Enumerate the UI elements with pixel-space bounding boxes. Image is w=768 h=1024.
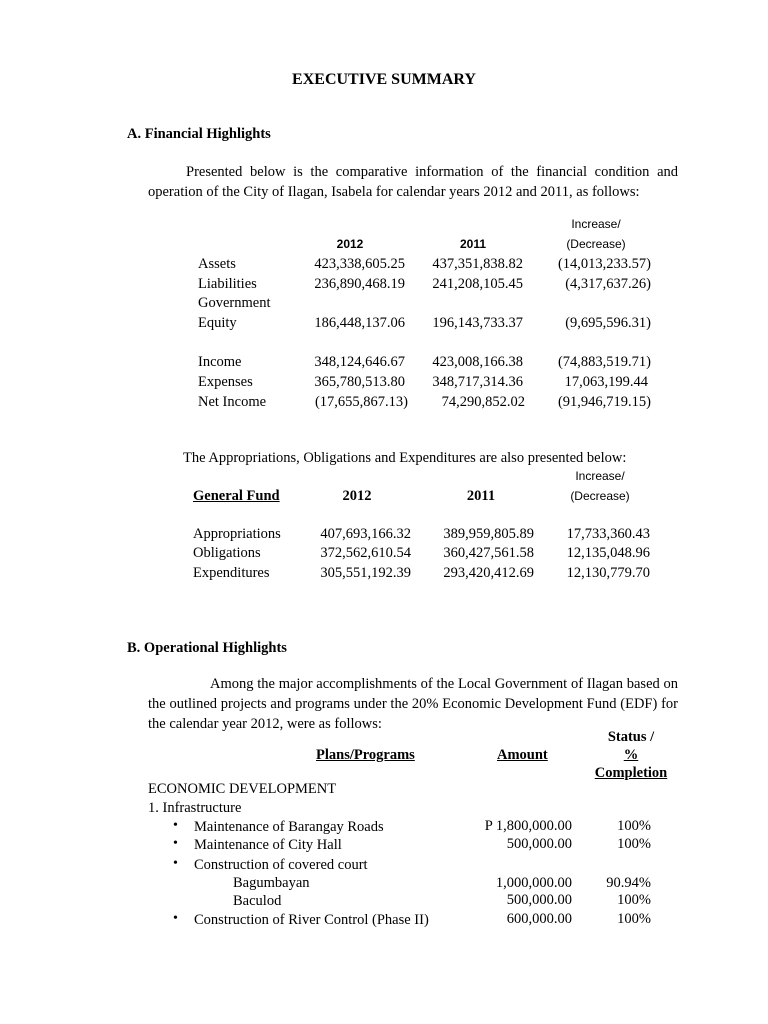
row-label-net-income: Net Income [198, 394, 267, 410]
item-amount: P 1,800,000.00 [484, 818, 572, 834]
gf-col-2012-header: 2012 [342, 488, 372, 504]
row-liabilities-2012: 236,890,468.19 [314, 276, 405, 292]
row-label-income: Income [198, 354, 242, 370]
row-liabilities-2011: 241,208,105.45 [432, 276, 523, 292]
item-status: 100% [617, 911, 651, 927]
item-status: 100% [617, 892, 651, 908]
gf-row-expenditures-2012: 305,551,192.39 [320, 565, 411, 581]
row-equity-2011: 196,143,733.37 [432, 315, 523, 331]
gf-row-obligations-2011: 360,427,561.58 [443, 545, 534, 561]
item-label: Maintenance of City Hall [194, 837, 342, 853]
row-income-2012: 348,124,646.67 [314, 354, 405, 370]
gf-col-2011-header: 2011 [466, 488, 496, 504]
col-status-line3: Completion [594, 765, 668, 781]
general-fund-heading: General Fund [193, 488, 280, 504]
item-amount: 1,000,000.00 [495, 875, 572, 891]
gf-row-obligations-2012: 372,562,610.54 [320, 545, 411, 561]
item-amount: 500,000.00 [506, 892, 572, 908]
gf-row-expenditures-2011: 293,420,412.69 [443, 565, 534, 581]
item-status: 100% [617, 836, 651, 852]
appropriations-intro: The Appropriations, Obligations and Expenditures are also presented below: [183, 450, 627, 466]
row-income-2011: 423,008,166.38 [432, 354, 523, 370]
row-net-income-increase: (91,946,719.15) [557, 394, 651, 410]
row-income-increase: (74,883,519.71) [557, 354, 651, 370]
row-assets-2012: 423,338,605.25 [314, 256, 405, 272]
item-amount: 600,000.00 [506, 911, 572, 927]
row-net-income-2012: (17,655,867.13) [314, 394, 408, 410]
gf-row-obligations-increase: 12,135,048.96 [566, 545, 650, 561]
gf-row-appropriations-2011: 389,959,805.89 [443, 526, 534, 542]
gf-row-appropriations-increase: 17,733,360.43 [566, 526, 650, 542]
row-expenses-2012: 365,780,513.80 [314, 374, 405, 390]
bullet-icon: • [173, 856, 178, 871]
gf-row-label-appropriations: Appropriations [193, 526, 281, 542]
col-increase-line1: Increase/ [571, 217, 621, 231]
bullet-icon: • [173, 911, 178, 926]
section-a-intro: Presented below is the comparative information of the financial condition and operation of the City of Ilagan, Isabela for calendar years 2012 and 2011, as follows: [148, 164, 678, 200]
item-status: 100% [617, 818, 651, 834]
item-label: Maintenance of Barangay Roads [194, 819, 384, 835]
col-status-line1: Status / [607, 729, 655, 745]
col-increase-line2: (Decrease) [566, 237, 626, 251]
gf-col-increase-line2: (Decrease) [570, 489, 630, 503]
item-label: Baculod [233, 893, 282, 909]
gf-row-expenditures-increase: 12,130,779.70 [566, 565, 650, 581]
col-2011-header: 2011 [459, 237, 487, 251]
gf-row-appropriations-2012: 407,693,166.32 [320, 526, 411, 542]
row-expenses-increase: 17,063,199.44 [564, 374, 648, 390]
row-label-equity: Equity [198, 315, 237, 331]
category-economic-development: ECONOMIC DEVELOPMENT [148, 781, 337, 797]
col-status-line2: % [623, 747, 639, 763]
item-status: 90.94% [606, 875, 651, 891]
row-equity-increase: (9,695,596.31) [565, 315, 651, 331]
col-2012-header: 2012 [336, 237, 364, 251]
row-net-income-2011: 74,290,852.02 [441, 394, 525, 410]
row-equity-2012: 186,448,137.06 [314, 315, 405, 331]
row-label-assets: Assets [198, 256, 236, 272]
gf-col-increase-line1: Increase/ [575, 469, 625, 483]
item-label: Construction of River Control (Phase II) [194, 912, 429, 928]
row-liabilities-increase: (4,317,637.26) [565, 276, 651, 292]
col-plans-header: Plans/Programs [316, 747, 415, 763]
gf-row-label-obligations: Obligations [193, 545, 261, 561]
col-amount-header: Amount [497, 747, 548, 763]
row-assets-2011: 437,351,838.82 [432, 256, 523, 272]
gf-row-label-expenditures: Expenditures [193, 565, 270, 581]
bullet-icon: • [173, 836, 178, 851]
item-label: Bagumbayan [233, 875, 310, 891]
row-label-government: Government [198, 295, 271, 311]
section-a-heading: A. Financial Highlights [127, 126, 271, 142]
section-b-heading: B. Operational Highlights [127, 640, 287, 656]
item-amount: 500,000.00 [506, 836, 572, 852]
row-label-liabilities: Liabilities [198, 276, 257, 292]
page-title: EXECUTIVE SUMMARY [292, 71, 476, 88]
item-label: Construction of covered court [194, 857, 368, 873]
section-b-intro: Among the major accomplishments of the Local Government of Ilagan based on the outlined projects and programs under the 20% Economic Development Fund (EDF) for the calendar year 2012, were as follows: [148, 676, 678, 732]
row-assets-increase: (14,013,233.57) [557, 256, 651, 272]
row-label-expenses: Expenses [198, 374, 253, 390]
bullet-icon: • [173, 818, 178, 833]
row-expenses-2011: 348,717,314.36 [432, 374, 523, 390]
subcategory-infrastructure: 1. Infrastructure [148, 800, 242, 816]
